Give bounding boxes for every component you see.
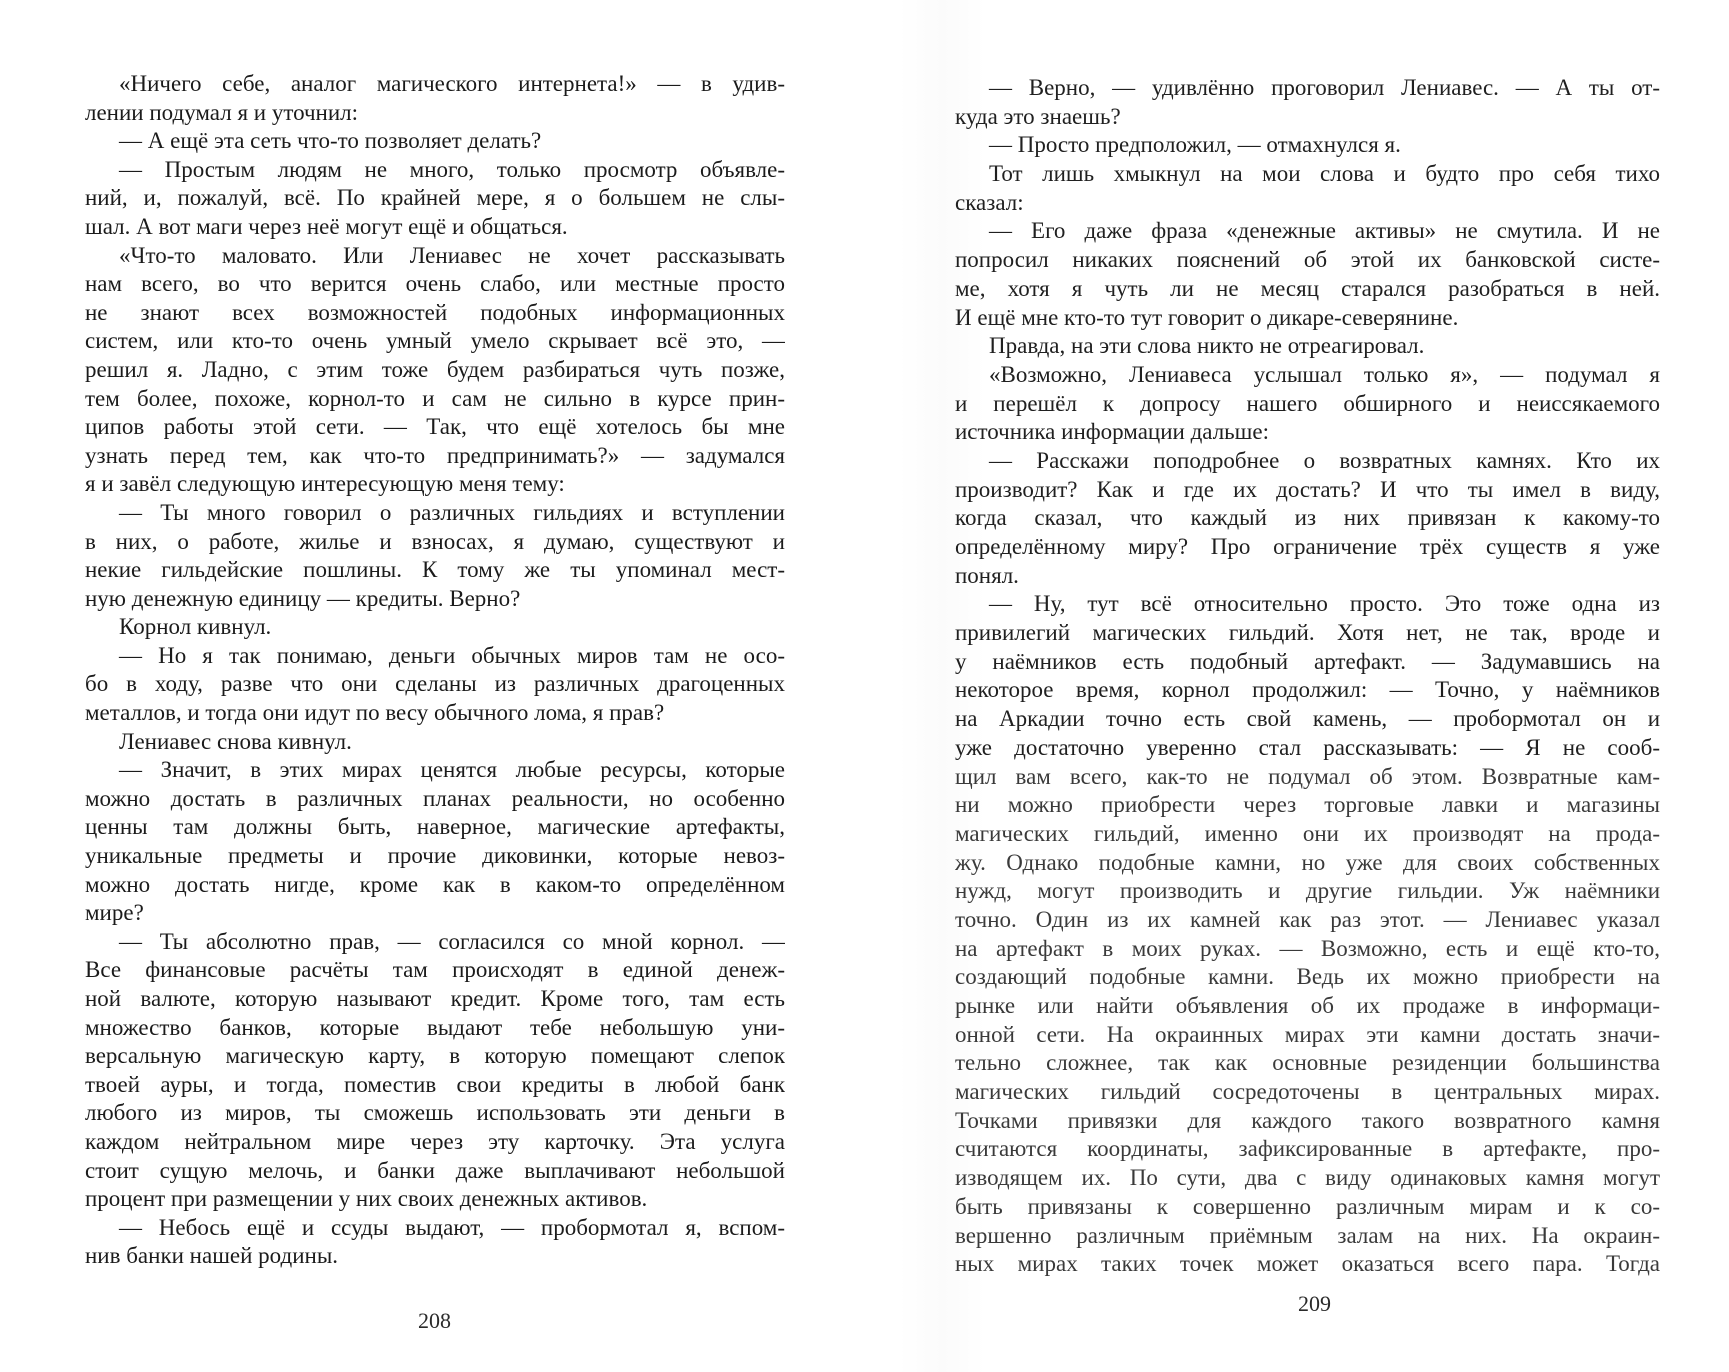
text-line: онной сети. На окраинных мирах эти камни достать значи-: [955, 1021, 1660, 1047]
text-line: ни можно приобрести через торговые лавки и магазины: [955, 792, 1660, 818]
text-line: «Ничего себе, аналог магического интернета!» — в удив-: [119, 71, 785, 96]
text-line: решил я. Ладно, с этим тоже будем разбираться чуть позже,: [85, 356, 785, 382]
text-line: Лениавес снова кивнул.: [119, 728, 352, 754]
text-line: твоей ауры, и тогда, поместив свои кредиты в любой банк: [85, 1071, 785, 1097]
text-line: ме, хотя я чуть ли не месяц старался разобраться в ней.: [955, 275, 1660, 301]
text-line: ципов работы этой сети. — Так, что ещё хотелось бы мне: [85, 414, 785, 440]
text-line: можно достать нигде, кроме как в каком-то определённом: [85, 871, 785, 897]
text-line: вершенно различным приёмным залам на них. На окраин-: [955, 1222, 1660, 1248]
text-line: уникальные предметы и прочие диковинки, которые невоз-: [85, 843, 785, 869]
text-line: быть привязаны к совершенно различным мирам и к со-: [955, 1193, 1660, 1219]
text-line: систем, или кто-то очень умный умело скрывает всё это, —: [85, 328, 785, 354]
text-line: — Значит, в этих мирах ценятся любые ресурсы, которые: [119, 757, 785, 783]
text-line: «Что-то маловато. Или Лениавес не хочет рассказывать: [119, 242, 785, 268]
left-page-number: 208: [418, 1308, 451, 1333]
text-line: множество банков, которые выдают тебе небольшую уни-: [85, 1014, 785, 1040]
text-line: — Ну, тут всё относительно просто. Это тоже одна из: [989, 591, 1660, 617]
text-line: источника информации дальше:: [955, 419, 1269, 445]
text-line: некоторое время, корнол продолжил: — Точно, у наёмников: [955, 677, 1660, 703]
text-line: версальную магическую карту, в которую помещают слепок: [85, 1043, 785, 1069]
text-line: считаются координаты, зафиксированные в артефакте, про-: [955, 1136, 1660, 1162]
text-line: — Ты много говорил о различных гильдиях и вступлении: [119, 499, 785, 525]
text-line: Корнол кивнул.: [119, 614, 272, 640]
text-line: некие гильдейские пошлины. К тому же ты упоминал мест-: [85, 557, 785, 583]
text-line: лении подумал я и уточнил:: [85, 99, 359, 125]
text-line: бо в ходу, разве что они сделаны из различных драгоценных: [85, 671, 785, 697]
text-line: — Расскажи поподробнее о возвратных камнях. Кто их: [989, 447, 1660, 473]
text-line: я и завёл следующую интересующую меня тему:: [85, 471, 565, 497]
text-line: производит? Как и где их достать? И что ты имел в виду,: [955, 476, 1660, 502]
text-line: и перешёл к допросу нашего обширного и неиссякаемого: [955, 390, 1660, 416]
text-line: — А ещё эта сеть что-то позволяет делать?: [119, 128, 542, 154]
text-line: попросил никаких пояснений об этой их банковской систе-: [955, 247, 1660, 273]
text-line: ную денежную единицу — кредиты. Верно?: [85, 585, 521, 611]
text-line: точно. Один из их камней как раз этот. — Лениавес указал: [955, 906, 1660, 932]
text-line: каждом нейтральном мире через эту карточку. Эта услуга: [85, 1128, 785, 1154]
text-line: любого из миров, ты сможешь использовать эти деньги в: [85, 1100, 785, 1126]
text-line: стоит сущую мелочь, и банки даже выплачивают небольшой: [85, 1157, 785, 1183]
right-page: [955, 74, 1660, 1279]
text-line: определённому миру? Про ограничение трёх существ я уже: [955, 534, 1660, 559]
text-line: рынке или найти объявления об их продаже в информаци-: [955, 993, 1660, 1018]
text-line: нам всего, во что верится очень слабо, или местные просто: [85, 271, 785, 297]
text-line: мире?: [85, 900, 144, 926]
text-line: И ещё мне кто-то тут говорит о дикаре-северянине.: [955, 304, 1459, 330]
text-line: ценны там должны быть, наверное, магические артефакты,: [85, 814, 785, 840]
text-line: шал. А вот маги через неё могут ещё и общаться.: [85, 213, 568, 239]
text-line: жу. Однако подобные камни, но уже для своих собственных: [955, 849, 1660, 875]
text-line: магических гильдий сосредоточены в центральных мирах.: [955, 1079, 1660, 1105]
text-line: ных мирах таких точек может оказаться всего пара. Тогда: [955, 1251, 1660, 1277]
text-line: нужд, могут производить и другие гильдии. Уж наёмники: [955, 878, 1660, 904]
text-line: — Верно, — удивлённо проговорил Лениавес. — А ты от-: [989, 75, 1660, 100]
text-line: магических гильдий, именно они их производят на прода-: [955, 820, 1660, 846]
text-line: в них, о работе, жилье и взносах, я думаю, существуют и: [85, 528, 785, 554]
text-line: металлов, и тогда они идут по весу обычного лома, я прав?: [85, 700, 665, 726]
text-line: создающий подобные камни. Ведь их можно приобрести на: [955, 964, 1660, 990]
text-line: Точками привязки для каждого такого возвратного камня: [955, 1107, 1660, 1133]
text-line: на Аркадии точно есть свой камень, — пробормотал он и: [955, 706, 1660, 732]
text-line: «Возможно, Лениавеса услышал только я», — подумал я: [989, 361, 1660, 387]
text-line: у наёмников есть подобный артефакт. — Задумавшись на: [955, 648, 1660, 674]
text-line: изводящем их. По сути, два с виду одинаковых камня могут: [955, 1165, 1660, 1191]
text-line: — Но я так понимаю, деньги обычных миров там не осо-: [119, 642, 785, 668]
left-page: [85, 70, 785, 1271]
text-line: щил вам всего, как-то не подумал об этом. Возвратные кам-: [955, 763, 1660, 789]
text-line: Тот лишь хмыкнул на мои слова и будто про себя тихо: [989, 161, 1660, 187]
text-line: нив банки нашей родины.: [85, 1243, 339, 1269]
text-line: — Ты абсолютно прав, — согласился со мной корнол. —: [119, 928, 785, 954]
text-line: — Простым людям не много, только просмотр объявле-: [119, 156, 785, 182]
text-line: тельно сложнее, так как основные резиденции большинства: [955, 1050, 1660, 1076]
text-line: — Небось ещё и ссуды выдают, — пробормотал я, вспом-: [119, 1214, 785, 1240]
right-page-number: 209: [1298, 1291, 1331, 1316]
text-line: ний, и, пожалуй, всё. По крайней мере, я о большем не слы-: [85, 185, 785, 211]
text-line: ной валюте, которую называют кредит. Кроме того, там есть: [85, 986, 785, 1011]
text-line: процент при размещении у них своих денежных активов.: [85, 1186, 648, 1212]
text-line: понял.: [955, 562, 1019, 588]
text-line: когда сказал, что каждый из них привязан к какому-то: [955, 505, 1660, 531]
text-line: Правда, на эти слова никто не отреагировал.: [989, 333, 1425, 359]
text-line: сказал:: [955, 189, 1024, 215]
text-line: — Его даже фраза «денежные активы» не смутила. И не: [989, 218, 1660, 244]
text-line: узнать перед тем, как что-то предпринимать?» — задумался: [85, 442, 785, 468]
text-line: привилегий магических гильдий. Хотя нет, не так, вроде и: [955, 620, 1660, 646]
text-line: тем более, похоже, корнол-то и сам не сильно в курсе прин-: [85, 385, 785, 411]
text-line: не знают всех возможностей подобных информационных: [85, 299, 785, 325]
text-line: Все финансовые расчёты там происходят в единой денеж-: [85, 957, 785, 983]
text-line: уже достаточно уверенно стал рассказывать: — Я не сооб-: [955, 734, 1660, 760]
text-line: — Просто предположил, — отмахнулся я.: [989, 132, 1401, 158]
text-line: можно достать в различных планах реальности, но особенно: [85, 785, 785, 811]
text-line: куда это знаешь?: [955, 103, 1121, 129]
text-line: на артефакт в моих руках. — Возможно, есть и ещё кто-то,: [955, 935, 1660, 961]
